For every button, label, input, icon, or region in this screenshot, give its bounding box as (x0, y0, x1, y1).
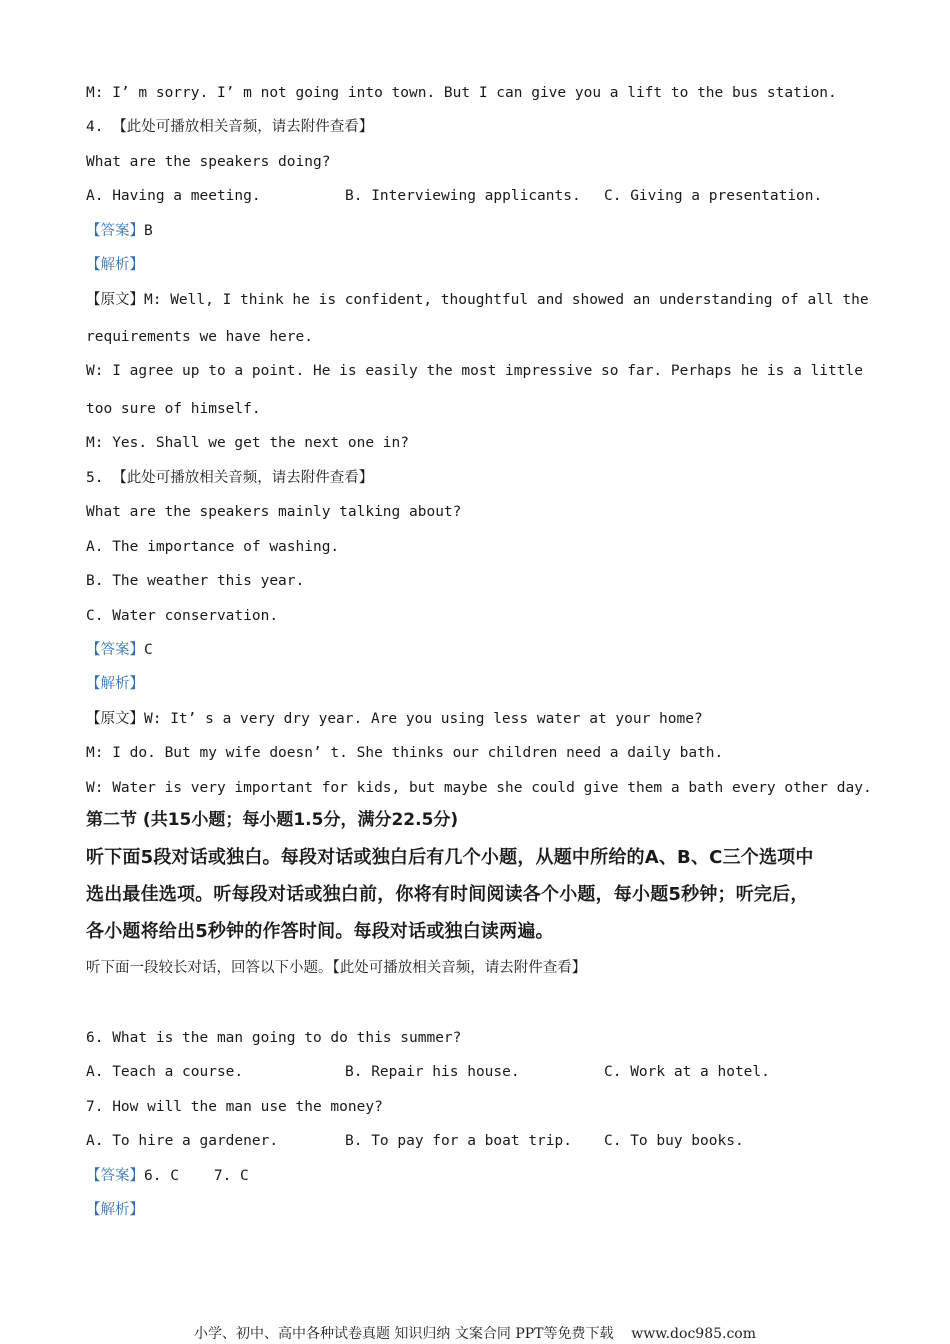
answer-tag: 【答案】 (86, 1168, 144, 1184)
transcript-line: M: I do. But my wife doesn’ t. She thinks our children need a daily bath. (86, 745, 724, 761)
answer-tag: 【答案】 (86, 223, 144, 239)
question-number: 5. (86, 470, 113, 486)
transcript-line (86, 290, 869, 310)
option-b: B. Repair his house. (345, 1064, 520, 1080)
answer-line (86, 1166, 249, 1186)
option-a: A. The importance of washing. (86, 539, 340, 555)
option-a: A. To hire a gardener. (86, 1133, 279, 1149)
transcript-line (86, 709, 703, 729)
option-a: A. Teach a course. (86, 1064, 244, 1080)
transcript-line: M: I’ m sorry. I’ m not going into town. But I can give you a lift to the bus station. (86, 85, 837, 101)
question-5-header (86, 468, 373, 488)
option-a: A. Having a meeting. (86, 188, 261, 204)
answer-value: B (144, 223, 153, 239)
question-6-text: 6. What is the man going to do this summer? (86, 1030, 462, 1046)
question-7-text: 7. How will the man use the money? (86, 1099, 383, 1115)
transcript-line: too sure of himself. (86, 401, 261, 417)
listening-intro: 听下面一段较长对话，回答以下小题。【此处可播放相关音频，请去附件查看】 (86, 960, 587, 976)
page-footer: 小学、初中、高中各种试卷真题 知识归纳 文案合同 PPT等免费下载 www.doc985.com (193, 1326, 756, 1342)
instruction-line: 听下面5段对话或独白。每段对话或独白后有几个小题，从题中所给的A、B、C三个选项中 (86, 847, 814, 868)
transcript-line: requirements we have here. (86, 329, 313, 345)
transcript-text: W: It’ s a very dry year. Are you using less water at your home? (144, 711, 703, 727)
question-4-header (86, 117, 373, 137)
question-5-text: What are the speakers mainly talking about? (86, 504, 462, 520)
answer-line (86, 640, 153, 660)
option-c: C. To buy books. (604, 1133, 744, 1149)
analysis-tag: 【解析】 (86, 257, 144, 273)
answer-value: 6. C 7. C (144, 1168, 249, 1184)
analysis-tag: 【解析】 (86, 1202, 144, 1218)
audio-note: 【此处可播放相关音频，请去附件查看】 (112, 119, 374, 135)
option-b: B. To pay for a boat trip. (345, 1133, 572, 1149)
option-c: C. Work at a hotel. (604, 1064, 770, 1080)
instruction-line: 各小题将给出5秒钟的作答时间。每段对话或独白读两遍。 (86, 921, 554, 942)
answer-line (86, 221, 153, 241)
option-c: C. Giving a presentation. (604, 188, 823, 204)
question-4-text: What are the speakers doing? (86, 154, 331, 170)
audio-note: 【此处可播放相关音频，请去附件查看】 (112, 470, 374, 486)
original-tag: 【原文】 (86, 711, 144, 727)
original-tag: 【原文】 (86, 292, 144, 308)
transcript-line: M: Yes. Shall we get the next one in? (86, 435, 410, 451)
answer-tag: 【答案】 (86, 642, 144, 658)
question-number: 4. (86, 119, 113, 135)
transcript-line: W: Water is very important for kids, but maybe she could give them a bath every other day. (86, 780, 872, 796)
option-c: C. Water conservation. (86, 608, 279, 624)
transcript-text: M: Well, I think he is confident, thoughtful and showed an understanding of all the (144, 292, 869, 308)
transcript-line: W: I agree up to a point. He is easily the most impressive so far. Perhaps he is a little (86, 363, 863, 379)
answer-value: C (144, 642, 153, 658)
section-heading: 第二节 (共15小题；每小题1.5分，满分22.5分) (86, 810, 459, 830)
option-b: B. The weather this year. (86, 573, 305, 589)
analysis-tag: 【解析】 (86, 676, 144, 692)
option-b: B. Interviewing applicants. (345, 188, 581, 204)
instruction-line: 选出最佳选项。听每段对话或独白前，你将有时间阅读各个小题，每小题5秒钟；听完后， (86, 884, 809, 905)
